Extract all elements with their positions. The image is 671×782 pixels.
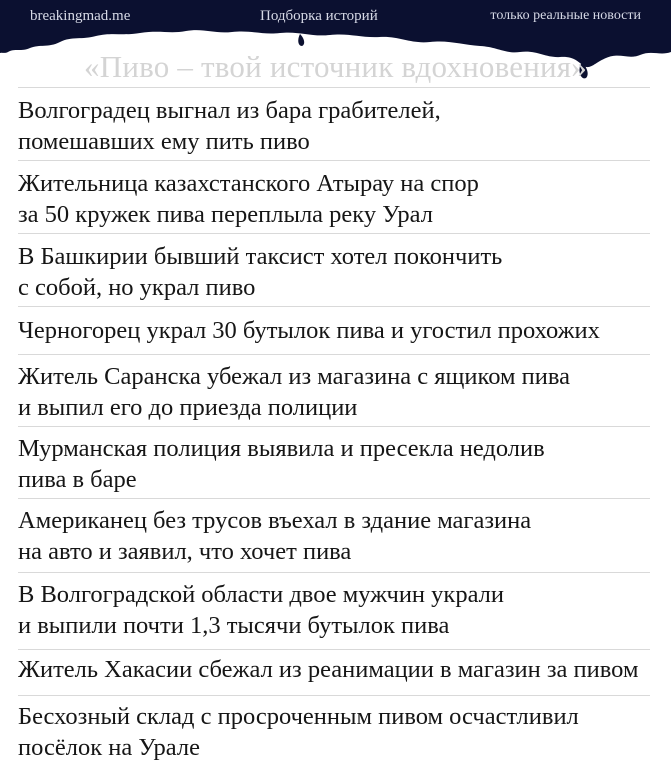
divider <box>18 233 650 234</box>
divider <box>18 572 650 573</box>
divider <box>18 160 650 161</box>
story-item[interactable]: Волгоградец выгнал из бара грабителей, помешавших ему пить пиво <box>18 97 441 155</box>
divider <box>18 354 650 355</box>
story-item[interactable]: В Волгоградской области двое мужчин украли и выпили почти 1,3 тысячи бутылок пива <box>18 581 504 639</box>
story-item[interactable]: Жительница казахстанского Атырау на спор за 50 кружек пива переплыла реку Урал <box>18 170 479 228</box>
collection-label: Подборка историй <box>260 8 378 24</box>
site-name[interactable]: breakingmad.me <box>30 8 131 24</box>
divider <box>18 87 650 88</box>
story-item[interactable]: Бесхозный склад с просроченным пивом осчастливил посёлок на Урале <box>18 703 579 761</box>
slogan: только реальные новости <box>490 8 641 23</box>
divider <box>18 649 650 650</box>
story-item[interactable]: Черногорец украл 30 бутылок пива и угостил прохожих <box>18 317 600 344</box>
story-item[interactable]: Житель Хакасии сбежал из реанимации в магазин за пивом <box>18 656 639 683</box>
story-item[interactable]: Мурманская полиция выявила и пресекла недолив пива в баре <box>18 435 545 493</box>
divider <box>18 498 650 499</box>
story-item[interactable]: Житель Саранска убежал из магазина с ящиком пива и выпил его до приезда полиции <box>18 363 570 421</box>
page-title: «Пиво – твой источник вдохновения» <box>84 49 587 84</box>
story-item[interactable]: Американец без трусов въехал в здание магазина на авто и заявил, что хочет пива <box>18 507 532 565</box>
divider <box>18 695 650 696</box>
divider <box>18 426 650 427</box>
story-item[interactable]: В Башкирии бывший таксист хотел покончить с собой, но украл пиво <box>18 243 503 301</box>
divider <box>18 306 650 307</box>
